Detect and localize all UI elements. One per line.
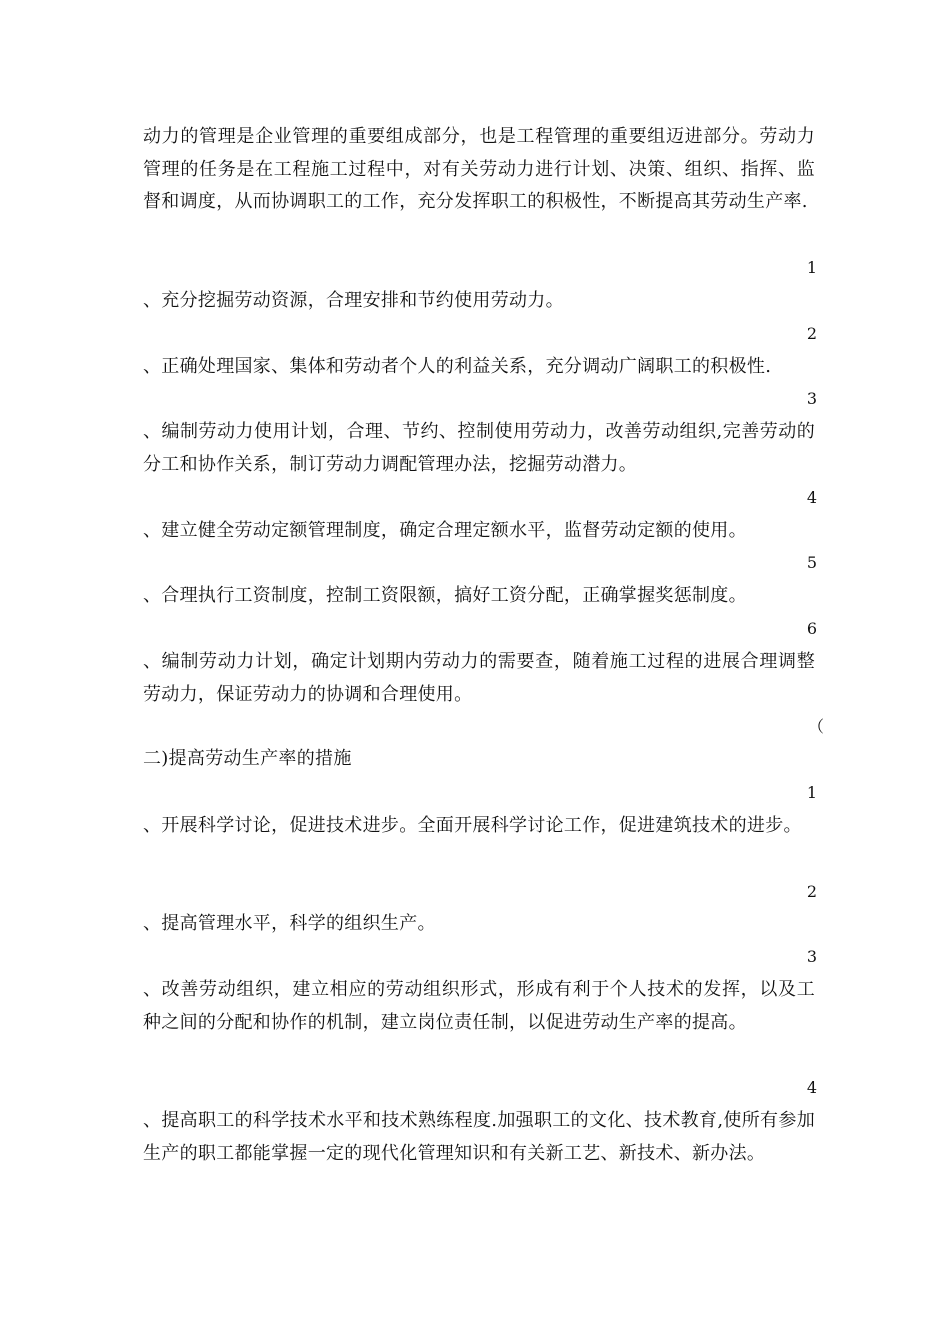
measure-item-3: 、改善劳动组织，建立相应的劳动组织形式，形成有利于个人技术的发挥，以及工种之间的分配和协作的机制，建立岗位责任制，以促进劳动生产率的提高。 (143, 979, 815, 1033)
task-number-4: 4 (806, 488, 817, 507)
measure-number-2: 2 (806, 882, 817, 901)
measure-item-4: 、提高职工的科学技术水平和技术熟练程度.加强职工的文化、技术教育,使所有参加生产的职工都能掌握一定的现代化管理知识和有关新工艺、新技术、新办法。 (143, 1110, 815, 1164)
task-item-1: 、充分挖掘劳动资源，合理安排和节约使用劳动力。 (143, 290, 564, 311)
measure-number-4: 4 (806, 1078, 817, 1097)
measure-number-1: 1 (806, 783, 817, 802)
task-item-6: 、编制劳动力计划，确定计划期内劳动力的需要查，随着施工过程的进展合理调整劳动力，保证劳动力的协调和合理使用。 (143, 651, 815, 705)
task-number-3: 3 (806, 389, 817, 408)
intro-paragraph: 动力的管理是企业管理的重要组成部分，也是工程管理的重要组迈进部分。劳动力管理的任务是在工程施工过程中，对有关劳动力进行计划、决策、组织、指挥、监督和调度，从而协调职工的工作，充分发挥职工的积极性，不断提高其劳动生产率. (143, 126, 815, 212)
task-item-3: 、编制劳动力使用计划，合理、节约、控制使用劳动力，改善劳动组织,完善劳动的分工和协作关系，制订劳动力调配管理办法，挖掘劳动潜力。 (143, 421, 815, 475)
task-number-6: 6 (806, 619, 817, 638)
measure-item-1: 、开展科学讨论，促进技术进步。全面开展科学讨论工作，促进建筑技术的进步。 (143, 815, 802, 836)
task-item-2: 、正确处理国家、集体和劳动者个人的利益关系，充分调动广阔职工的积极性. (143, 356, 772, 377)
task-item-5: 、合理执行工资制度，控制工资限额，搞好工资分配，正确掌握奖惩制度。 (143, 585, 747, 606)
task-number-5: 5 (806, 553, 817, 572)
task-number-1: 1 (806, 258, 817, 277)
task-item-4: 、建立健全劳动定额管理制度，确定合理定额水平，监督劳动定额的使用。 (143, 520, 747, 541)
section-paren: （ (807, 717, 824, 736)
section-heading: 二)提高劳动生产率的措施 (143, 748, 352, 769)
measure-item-2: 、提高管理水平，科学的组织生产。 (143, 913, 436, 934)
task-number-2: 2 (806, 324, 817, 343)
measure-number-3: 3 (806, 947, 817, 966)
